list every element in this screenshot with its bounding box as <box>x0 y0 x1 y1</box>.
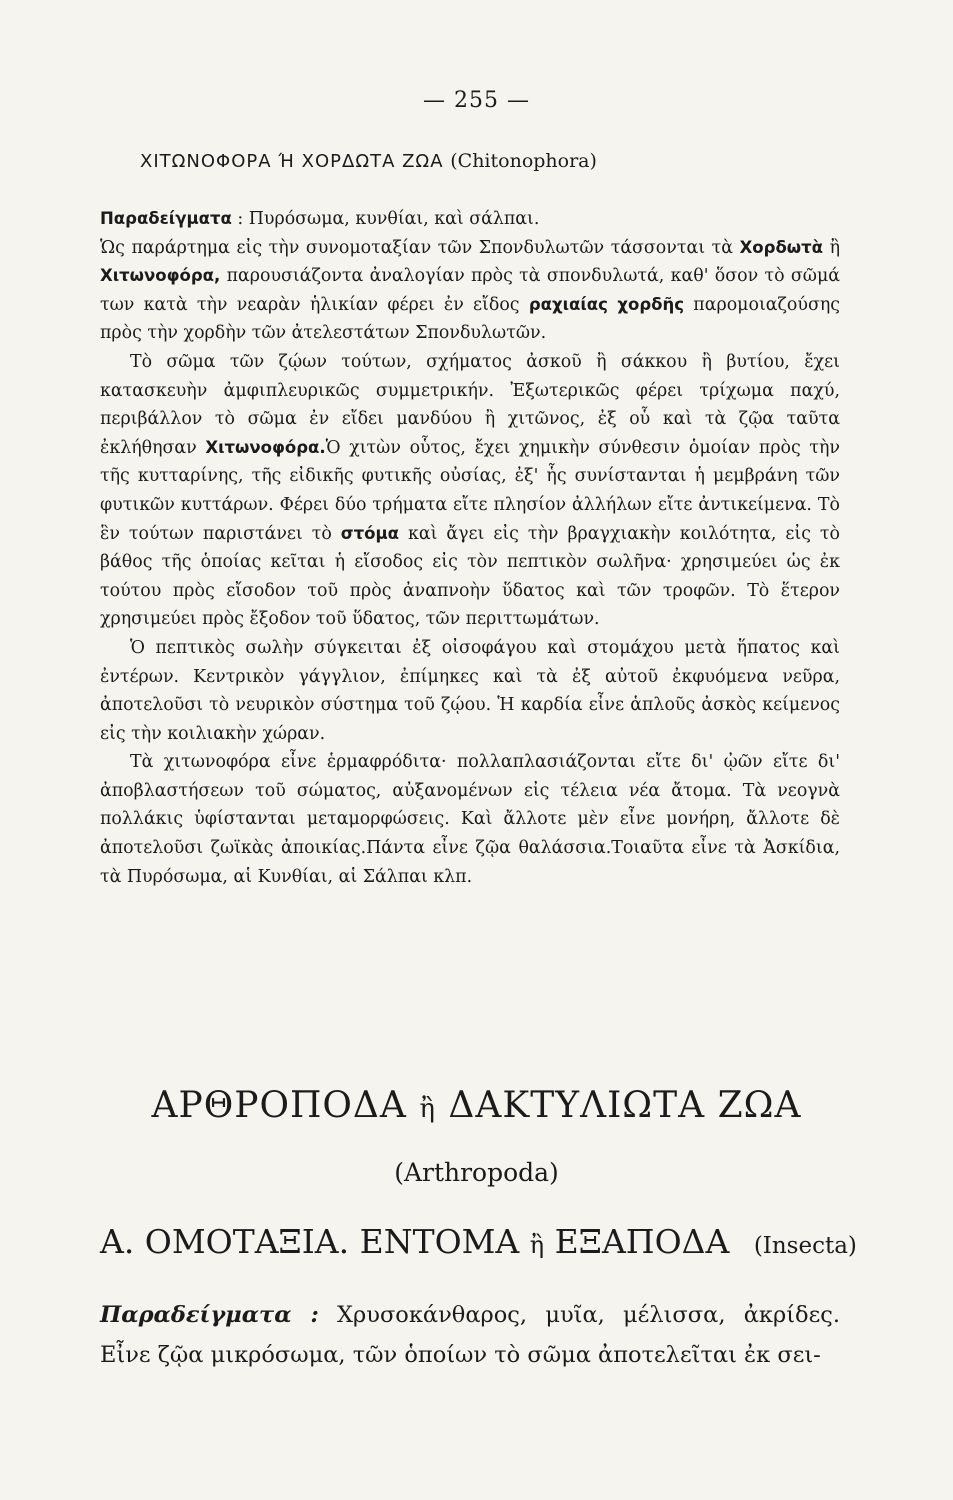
examples-text: Χρυσοκάνθαρος, μυῖα, μέλισσα, ἀκρίδες. Εἶνε ζῷα μικρόσωμα, τῶν ὁποίων τὸ σῶμα ἀποτελεῖται ἐκ σει- <box>100 1302 840 1368</box>
paragraph-body-structure <box>100 348 840 634</box>
term-notochord: ραχιαίας χορδῆς <box>528 294 685 314</box>
insecta-paragraph <box>100 1295 840 1375</box>
term-chitonophora: Χιτωνοφόρα. <box>205 437 326 457</box>
insecta-class-title <box>100 1222 857 1261</box>
text-run: παρομοιαζούσης πρὸς τὴν χορδὴν τῶν ἀτελεστάτων Σπονδυλωτῶν. <box>100 294 841 344</box>
examples-text: : Πυρόσωμα, κυνθίαι, καὶ σάλπαι. <box>237 209 540 229</box>
section-heading-latin: (Chitonophora) <box>450 150 597 172</box>
arthropoda-latin: (Arthropoda) <box>394 1158 559 1187</box>
text-run: Ὡς παράρτημα εἰς τὴν συνομοταξίαν τῶν Σπονδυλωτῶν τάσσονται τὰ <box>100 237 740 258</box>
title-conjunction: ἢ <box>419 1094 436 1124</box>
title-part: ΔΑΚΤΥΛΙΩΤΑ ΖΩΑ <box>448 1085 802 1126</box>
class-title-part: Α. ΟΜΟΤΑΞΙΑ. ΕΝΤΟΜΑ <box>100 1222 520 1261</box>
term-chordota: Χορδωτὰ <box>739 237 823 257</box>
paragraph-reproduction: Τὰ χιτωνοφόρα εἶνε ἑρμαφρόδιτα· πολλαπλασιάζονται εἴτε δι' ᾠῶν εἴτε δι' ἀποβλαστήσεων τοῦ σώματος, αὐξανομένων εἰς τέλεια νέα ἄτομα. Τὰ νεογνὰ πολλάκις ὑφίστανται μεταμορφώσεις. Καὶ ἄλλοτε μὲν εἶνε μονήρη, ἄλλοτε δὲ ἀποτελοῦσι ζωϊκὰς ἀποικίας.Πάντα εἶνε ζῷα θαλάσσια.Τοιαῦτα εἶνε τὰ Ἀσκίδια, τὰ Πυρόσωμα, αἱ Κυνθίαι, αἱ Σάλπαι κλπ. <box>100 752 840 887</box>
section-heading <box>140 150 840 172</box>
section-heading-greek: ΧΙΤΩΝΟΦΟΡΑ Ή ΧΟΡΔΩΤΑ ΖΩΑ <box>140 151 444 172</box>
term-chitonophora: Χιτωνοφόρα, <box>100 266 221 286</box>
text-run: καὶ ἄγει εἰς τὴν βραγχιακὴν κοιλότητα, εἰς τὸ βάθος τῆς ὁποίας κεῖται ἡ εἴσοδος εἰς τὸν πεπτικὸν σωλῆνα· χρησιμεύει ὡς ἐκ τούτου πρὸς εἴσοδον τοῦ πρὸς ἀναπνοὴν ὕδατος καὶ τῶν τροφῶν. Τὸ ἕτερον χρησιμεύει πρὸς ἔξοδον τοῦ ὕδατος, τῶν περιττωμάτων. <box>100 523 841 630</box>
examples-paragraph <box>100 205 840 234</box>
examples-label: Παραδείγματα : <box>100 1302 319 1328</box>
class-title-latin: (Insecta) <box>753 1233 857 1259</box>
text-run: ἢ <box>823 237 841 258</box>
class-title-part: ΕΞΑΠΟΔΑ <box>554 1222 730 1261</box>
text-run: Ὁ χιτὼν οὗτος, ἔχει χημικὴν σύνθεσιν ὁμοίαν πρὸς τὴν τῆς κυτταρίνης, τῆς εἰδικῆς φυτικῆς οὐσίας, ἐξ' ἧς συνίστανται ἡ μεμβράνη τῶν φυτικῶν κυττάρων. Φέρει δύο τρήματα εἴτε πλησίον ἀλλήλων εἴτε ἀντικείμενα. Τὸ ἓν τούτων παριστάνει τὸ <box>100 437 841 544</box>
class-title-conjunction: ἢ <box>529 1231 545 1259</box>
examples-label: Παραδείγματα <box>100 209 232 228</box>
paragraph-digestive: Ὁ πεπτικὸς σωλὴν σύγκειται ἐξ οἰσοφάγου καὶ στομάχου μετὰ ἥπατος καὶ ἐντέρων. Κεντρικὸν γάγγλιον, ἐπίμηκες καὶ τὰ ἐξ αὐτοῦ ἐκφυόμενα νεῦρα, ἀποτελοῦσι τὸ νευρικὸν σύστημα τοῦ ζῴου. Ἡ καρδία εἶνε ἁπλοῦς ἀσκὸς κείμενος εἰς τὴν κοιλιακὴν χώραν. <box>100 637 840 744</box>
text-run: παρουσιάζοντα ἀναλογίαν πρὸς τὰ σπονδυλωτά, καθ' ὅσον τὸ σῶμά των κατὰ τὴν νεαρὰν ἡλικίαν φέρει ἐν εἴδος <box>100 266 840 315</box>
term-mouth: στόμα <box>340 523 399 543</box>
arthropoda-title <box>0 1085 953 1126</box>
page-number: — 255 — <box>423 88 530 113</box>
title-part: ΑΡΘΡΟΠΟΔΑ <box>151 1085 407 1126</box>
text-run: Τὸ σῶμα τῶν ζῴων τούτων, σχήματος ἀσκοῦ ἢ σάκκου ἢ βυτίου, ἔχει κατασκευὴν ἀμφιπλευρικῶς συμμετρικήν. Ἐξωτερικῶς φέρει τρίχωμα παχύ, περιβάλλον τὸ σῶμα ἐν εἴδει μανδύου ἢ χιτῶνος, ἐξ οὗ καὶ τὰ ζῷα ταῦτα ἐκλήθησαν <box>100 351 840 458</box>
insecta-examples <box>100 1295 840 1375</box>
body-text <box>100 205 840 891</box>
paragraph-classification <box>100 234 840 348</box>
